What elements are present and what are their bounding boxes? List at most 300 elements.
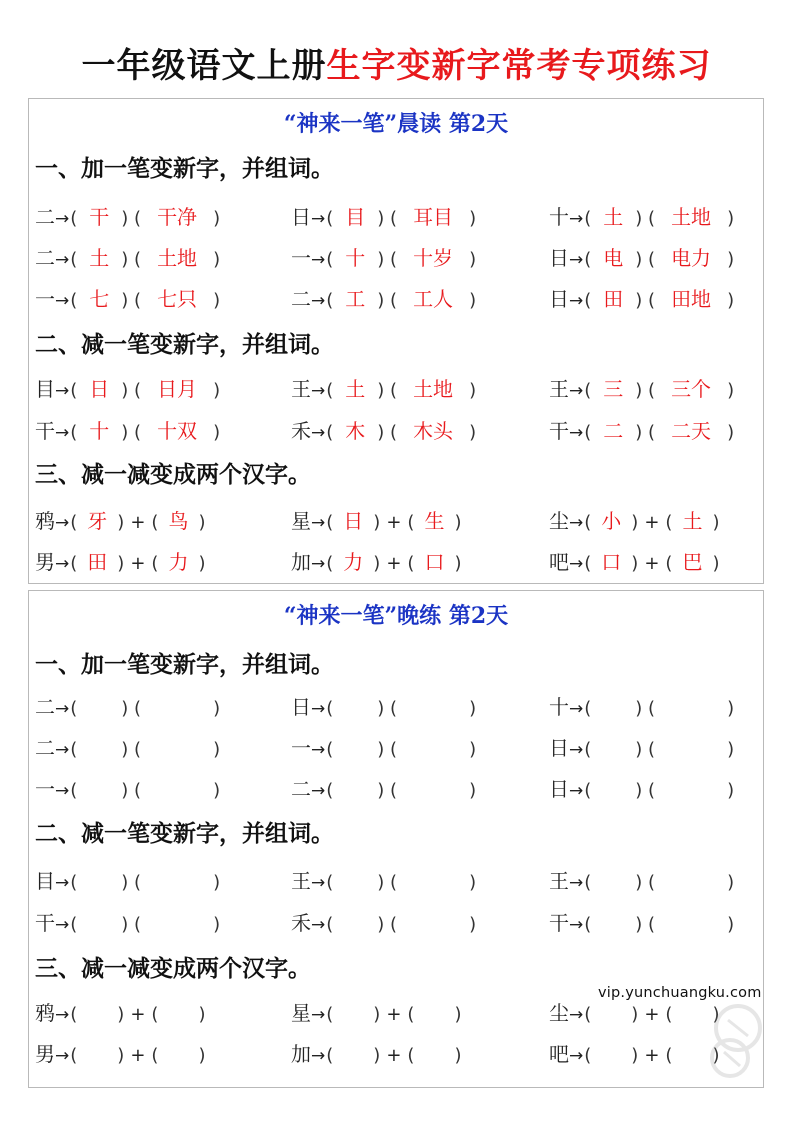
open-paren: ( [70,872,78,893]
close-paren: ) [117,512,125,533]
close-paren: ) [121,208,129,229]
answer-character: 七 [89,287,110,311]
source-character: 日 [291,695,311,719]
close-paren: ) [727,698,735,719]
source-character: 吧 [549,1042,569,1066]
page-title [0,42,793,90]
close-paren: ) [727,290,735,311]
close-paren: ) [121,422,129,443]
arrow-icon: → [55,1005,70,1025]
open-paren: ( [70,1004,78,1025]
source-character: 王 [549,869,569,893]
close-paren: ) [469,380,477,401]
open-paren: ( [584,780,592,801]
source-character: 星 [291,1001,311,1025]
arrow-icon: → [311,781,326,801]
open-paren: ( [384,698,398,719]
open-paren: ( [128,739,142,760]
open-paren: ( [326,698,334,719]
answer-character: 木 [345,419,366,443]
answer-character: 十 [345,246,366,270]
close-paren: ) [213,872,221,893]
exercise-row [29,240,763,276]
word-exercise-item [291,905,476,941]
close-paren: ) [469,780,477,801]
source-character: 一 [291,246,311,270]
open-paren: ( [642,380,656,401]
close-paren: ) [377,698,385,719]
open-paren: ( [407,553,415,574]
answer-word: 七只 [157,287,198,311]
close-paren: ) [121,249,129,270]
close-paren: ) [377,872,385,893]
close-paren: ) [631,1045,639,1066]
open-paren: ( [128,422,142,443]
word-exercise-item [549,863,734,899]
close-paren: ) [712,1004,720,1025]
answer-word: 十岁 [413,246,454,270]
split-exercise-item [35,503,205,539]
close-paren: ) [213,739,221,760]
word-exercise-item [35,905,220,941]
open-paren: ( [665,1045,673,1066]
close-paren: ) [454,1045,462,1066]
open-paren: ( [70,290,78,311]
source-character: 王 [291,869,311,893]
split-exercise-item [35,1036,205,1072]
close-paren: ) [198,1045,206,1066]
answer-character: 土 [345,377,366,401]
source-character: 吧 [549,550,569,574]
answer-character: 干 [89,205,110,229]
close-paren: ) [469,698,477,719]
close-paren: ) [121,739,129,760]
source-character: 禾 [291,911,311,935]
word-exercise-item [291,199,476,235]
arrow-icon: → [311,291,326,311]
evening-section-add-stroke: 一、加一笔变新字，并组词。 [35,651,334,678]
plus-sign: + [130,512,146,533]
source-character: 尘 [549,509,569,533]
close-paren: ) [373,512,381,533]
close-paren: ) [454,553,462,574]
open-paren: ( [584,872,592,893]
open-paren: ( [326,1004,334,1025]
close-paren: ) [727,739,735,760]
close-paren: ) [213,208,221,229]
word-exercise-item [35,199,220,235]
close-paren: ) [213,780,221,801]
open-paren: ( [128,290,142,311]
close-paren: ) [198,1004,206,1025]
open-paren: ( [384,290,398,311]
open-paren: ( [584,380,592,401]
arrow-icon: → [569,291,584,311]
close-paren: ) [635,208,643,229]
plus-sign: + [130,1004,146,1025]
arrow-icon: → [569,209,584,229]
open-paren: ( [70,380,78,401]
source-character: 尘 [549,1001,569,1025]
exercise-row [29,281,763,317]
morning-reading-box [28,98,764,584]
source-character: 日 [549,777,569,801]
close-paren: ) [635,698,643,719]
arrow-icon: → [569,1046,584,1066]
close-paren: ) [121,872,129,893]
open-paren: ( [128,208,142,229]
exercise-row [29,503,763,539]
close-paren: ) [469,290,477,311]
arrow-icon: → [55,1046,70,1066]
close-paren: ) [198,512,206,533]
answer-character: 日 [89,377,110,401]
open-paren: ( [584,290,592,311]
word-exercise-item [549,199,734,235]
split-exercise-item [549,503,719,539]
open-paren: ( [384,872,398,893]
arrow-icon: → [311,513,326,533]
open-paren: ( [642,290,656,311]
answer-part-a: 牙 [87,509,108,533]
open-paren: ( [128,249,142,270]
arrow-icon: → [569,699,584,719]
exercise-row [29,905,763,941]
close-paren: ) [635,780,643,801]
source-character: 日 [291,205,311,229]
morning-section-remove-stroke: 二、减一笔变新字，并组词。 [35,331,334,358]
split-exercise-item [35,544,205,580]
word-exercise-item [35,413,220,449]
open-paren: ( [128,380,142,401]
exercise-row [29,1036,763,1072]
morning-box-title: “神来一笔”晨读 第2天 [283,111,509,137]
plus-sign: + [130,553,146,574]
answer-word: 十双 [157,419,198,443]
answer-part-b: 生 [424,509,445,533]
open-paren: ( [642,249,656,270]
open-paren: ( [70,914,78,935]
source-character: 一 [291,736,311,760]
arrow-icon: → [569,250,584,270]
close-paren: ) [469,249,477,270]
close-paren: ) [373,1004,381,1025]
close-paren: ) [469,872,477,893]
close-paren: ) [635,914,643,935]
arrow-icon: → [311,699,326,719]
open-paren: ( [70,739,78,760]
plus-sign: + [130,1045,146,1066]
source-character: 目 [35,377,55,401]
word-exercise-item [549,905,734,941]
close-paren: ) [635,872,643,893]
arrow-icon: → [55,291,70,311]
source-character: 十 [549,205,569,229]
exercise-row [29,689,763,725]
close-paren: ) [727,780,735,801]
open-paren: ( [642,739,656,760]
source-character: 干 [35,911,55,935]
answer-part-b: 口 [424,550,445,574]
close-paren: ) [631,512,639,533]
open-paren: ( [407,1045,415,1066]
open-paren: ( [584,1004,592,1025]
arrow-icon: → [569,381,584,401]
open-paren: ( [128,780,142,801]
page-title-part1: 一年级语文上册 [81,46,327,86]
open-paren: ( [326,512,334,533]
close-paren: ) [377,249,385,270]
answer-word: 二天 [671,419,712,443]
close-paren: ) [469,208,477,229]
open-paren: ( [326,780,334,801]
open-paren: ( [384,739,398,760]
word-exercise-item [291,281,476,317]
word-exercise-item [549,730,734,766]
open-paren: ( [128,872,142,893]
plus-sign: + [644,1004,660,1025]
answer-part-a: 小 [601,509,622,533]
close-paren: ) [213,290,221,311]
word-exercise-item [35,240,220,276]
open-paren: ( [70,208,78,229]
answer-word: 三个 [671,377,712,401]
close-paren: ) [213,422,221,443]
answer-character: 二 [603,419,624,443]
plus-sign: + [386,512,402,533]
answer-word: 工人 [413,287,454,311]
word-exercise-item [35,689,220,725]
source-character: 二 [291,777,311,801]
arrow-icon: → [55,209,70,229]
arrow-icon: → [569,740,584,760]
source-character: 干 [549,911,569,935]
open-paren: ( [665,1004,673,1025]
word-exercise-item [291,863,476,899]
open-paren: ( [642,208,656,229]
source-character: 男 [35,550,55,574]
close-paren: ) [377,780,385,801]
open-paren: ( [384,780,398,801]
close-paren: ) [454,512,462,533]
arrow-icon: → [311,423,326,443]
open-paren: ( [384,380,398,401]
close-paren: ) [213,914,221,935]
arrow-icon: → [311,873,326,893]
arrow-icon: → [55,740,70,760]
source-character: 一 [35,777,55,801]
open-paren: ( [70,422,78,443]
exercise-row [29,371,763,407]
word-exercise-item [291,240,476,276]
plus-sign: + [386,1045,402,1066]
morning-section-add-stroke: 一、加一笔变新字，并组词。 [35,155,334,182]
source-character: 加 [291,550,311,574]
arrow-icon: → [569,915,584,935]
arrow-icon: → [55,915,70,935]
answer-word: 田地 [671,287,712,311]
arrow-icon: → [569,513,584,533]
answer-word: 电力 [671,246,712,270]
arrow-icon: → [55,381,70,401]
source-character: 二 [35,246,55,270]
answer-word: 干净 [157,205,198,229]
open-paren: ( [384,249,398,270]
arrow-icon: → [569,781,584,801]
source-character: 日 [549,736,569,760]
evening-practice-box [28,590,764,1088]
arrow-icon: → [311,554,326,574]
source-character: 二 [291,287,311,311]
close-paren: ) [727,914,735,935]
plus-sign: + [644,512,660,533]
plus-sign: + [644,553,660,574]
arrow-icon: → [55,423,70,443]
arrow-icon: → [311,250,326,270]
source-character: 一 [35,287,55,311]
close-paren: ) [469,739,477,760]
close-paren: ) [121,780,129,801]
answer-part-a: 田 [87,550,108,574]
open-paren: ( [584,914,592,935]
source-character: 目 [35,869,55,893]
open-paren: ( [642,914,656,935]
close-paren: ) [635,249,643,270]
morning-section-split: 三、减一减变成两个汉字。 [35,461,311,488]
close-paren: ) [377,380,385,401]
answer-part-a: 口 [601,550,622,574]
plus-sign: + [644,1045,660,1066]
source-character: 日 [549,287,569,311]
close-paren: ) [469,422,477,443]
exercise-row [29,771,763,807]
source-character: 二 [35,736,55,760]
close-paren: ) [712,512,720,533]
close-paren: ) [213,249,221,270]
exercise-row [29,863,763,899]
open-paren: ( [326,739,334,760]
close-paren: ) [727,249,735,270]
word-exercise-item [291,771,476,807]
exercise-row [29,413,763,449]
close-paren: ) [117,553,125,574]
open-paren: ( [151,512,159,533]
open-paren: ( [584,422,592,443]
open-paren: ( [326,1045,334,1066]
source-character: 二 [35,205,55,229]
word-exercise-item [549,371,734,407]
close-paren: ) [635,422,643,443]
close-paren: ) [121,914,129,935]
answer-character: 土 [603,205,624,229]
arrow-icon: → [311,740,326,760]
page-title-part2: 生字变新字常考专项练习 [326,46,712,86]
close-paren: ) [712,1045,720,1066]
open-paren: ( [128,914,142,935]
word-exercise-item [549,281,734,317]
source-character: 王 [549,377,569,401]
word-exercise-item [291,689,476,725]
split-exercise-item [291,503,461,539]
word-exercise-item [549,240,734,276]
close-paren: ) [117,1004,125,1025]
split-exercise-item [549,544,719,580]
arrow-icon: → [311,209,326,229]
close-paren: ) [712,553,720,574]
answer-part-b: 巴 [682,550,703,574]
close-paren: ) [117,1045,125,1066]
word-exercise-item [35,771,220,807]
open-paren: ( [326,872,334,893]
open-paren: ( [584,512,592,533]
open-paren: ( [584,208,592,229]
open-paren: ( [128,698,142,719]
arrow-icon: → [569,873,584,893]
arrow-icon: → [55,699,70,719]
word-exercise-item [35,281,220,317]
evening-section-remove-stroke: 二、减一笔变新字，并组词。 [35,820,334,847]
close-paren: ) [635,380,643,401]
close-paren: ) [727,208,735,229]
word-exercise-item [35,863,220,899]
open-paren: ( [642,872,656,893]
word-exercise-item [549,413,734,449]
word-exercise-item [291,371,476,407]
plus-sign: + [386,1004,402,1025]
answer-word: 土地 [671,205,712,229]
answer-character: 三 [603,377,624,401]
arrow-icon: → [311,381,326,401]
arrow-icon: → [569,1005,584,1025]
answer-part-b: 鸟 [168,509,189,533]
close-paren: ) [198,553,206,574]
source-character: 干 [549,419,569,443]
close-paren: ) [213,380,221,401]
open-paren: ( [70,249,78,270]
arrow-icon: → [55,781,70,801]
open-paren: ( [326,422,334,443]
open-paren: ( [151,1045,159,1066]
close-paren: ) [635,739,643,760]
close-paren: ) [121,380,129,401]
open-paren: ( [384,208,398,229]
close-paren: ) [213,698,221,719]
open-paren: ( [407,1004,415,1025]
evening-box-title: “神来一笔”晚练 第2天 [283,603,509,629]
split-exercise-item [291,544,461,580]
open-paren: ( [584,698,592,719]
arrow-icon: → [55,250,70,270]
source-character: 二 [35,695,55,719]
close-paren: ) [469,914,477,935]
word-exercise-item [291,730,476,766]
answer-character: 工 [345,287,366,311]
open-paren: ( [584,739,592,760]
open-paren: ( [384,422,398,443]
watermark-logo-icon [700,1000,770,1080]
open-paren: ( [384,914,398,935]
close-paren: ) [121,290,129,311]
word-exercise-item [35,730,220,766]
open-paren: ( [642,422,656,443]
open-paren: ( [642,698,656,719]
arrow-icon: → [311,915,326,935]
exercise-row [29,199,763,235]
answer-character: 目 [345,205,366,229]
exercise-row [29,730,763,766]
open-paren: ( [584,249,592,270]
open-paren: ( [326,290,334,311]
